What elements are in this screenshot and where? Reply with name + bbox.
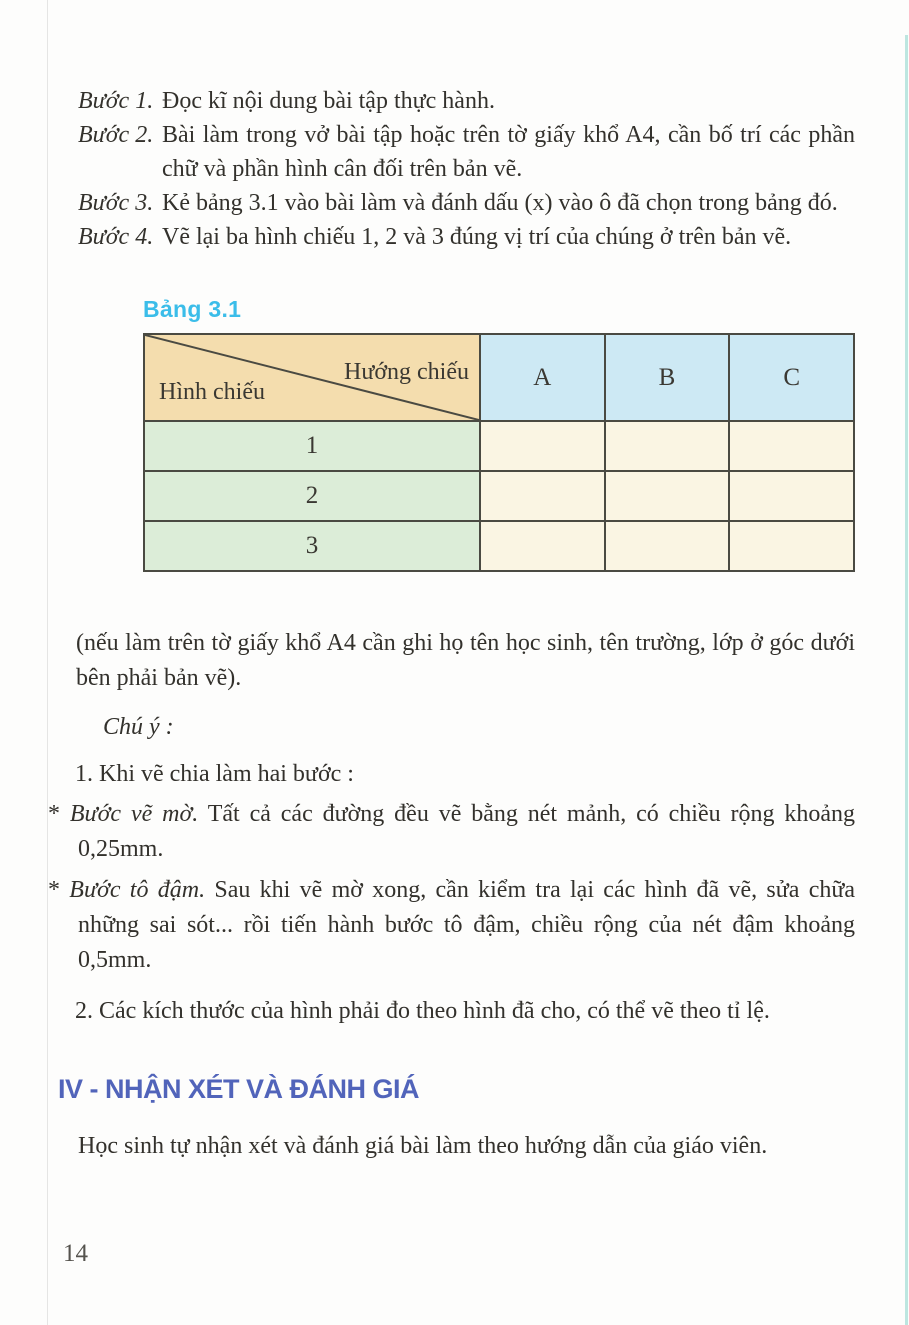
bullet-text: Tất cả các đường đều vẽ bằng nét mảnh, có chiều rộng khoảng 0,25mm. (78, 801, 856, 862)
table-cell (480, 421, 605, 471)
bullet-text: Sau khi vẽ mờ xong, cần kiểm tra lại các hình đã vẽ, sửa chữa những sai sót... rồi tiến hành bước tô đậm, chiều rộng của nét đậm khoảng 0,5mm. (78, 877, 856, 973)
step-item-4 (78, 220, 855, 254)
corner-cell (144, 334, 480, 421)
table-cell (729, 421, 854, 471)
bullet-lead: Bước tô đậm. (69, 877, 206, 903)
steps-list (78, 84, 855, 254)
table-row (144, 471, 854, 521)
page-number: 14 (63, 1240, 88, 1267)
attention-item-1: 1. Khi vẽ chia làm hai bước : (75, 761, 354, 787)
corner-label-direction: Hướng chiếu (343, 359, 469, 385)
note-paragraph: (nếu làm trên tờ giấy khổ A4 cần ghi họ tên học sinh, tên trường, lớp ở góc dưới bên phải bản vẽ). (76, 630, 855, 691)
step-text: Đọc kĩ nội dung bài tập thực hành. (162, 88, 495, 114)
row-header-2: 2 (144, 471, 480, 521)
table-row (144, 421, 854, 471)
bullet-draft-step (48, 797, 855, 867)
col-header-b: B (605, 334, 730, 421)
section-body: Học sinh tự nhận xét và đánh giá bài làm theo hướng dẫn của giáo viên. (78, 1133, 768, 1159)
row-header-1: 1 (144, 421, 480, 471)
table-cell (605, 521, 730, 571)
attention-label: Chú ý : (103, 714, 174, 740)
bullet-darken-step (48, 873, 855, 978)
table-header-row (144, 334, 854, 421)
step-label: Bước 3. (78, 190, 154, 216)
step-label: Bước 1. (78, 88, 154, 114)
corner-label-view: Hình chiếu (159, 379, 265, 405)
step-item-2 (78, 118, 855, 186)
step-label: Bước 4. (78, 224, 154, 250)
row-header-3: 3 (144, 521, 480, 571)
table-caption: Bảng 3.1 (143, 296, 242, 322)
table-cell (729, 471, 854, 521)
asterisk-marker: * (48, 801, 60, 827)
table-row (144, 521, 854, 571)
table-cell (480, 471, 605, 521)
table-cell (605, 471, 730, 521)
projection-table (143, 333, 855, 572)
table-cell (605, 421, 730, 471)
section-heading: IV - NHẬN XÉT VÀ ĐÁNH GIÁ (58, 1074, 420, 1104)
asterisk-marker: * (48, 877, 60, 903)
step-text: Bài làm trong vở bài tập hoặc trên tờ giấy khổ A4, cần bố trí các phần chữ và phần hình cân đối trên bản vẽ. (162, 122, 855, 182)
bullet-lead: Bước vẽ mờ. (69, 801, 199, 827)
step-text: Kẻ bảng 3.1 vào bài làm và đánh dấu (x) vào ô đã chọn trong bảng đó. (162, 190, 838, 216)
step-item-1 (78, 84, 855, 118)
step-label: Bước 2. (78, 122, 154, 148)
step-item-3 (78, 186, 855, 220)
col-header-a: A (480, 334, 605, 421)
table-cell (729, 521, 854, 571)
table-cell (480, 521, 605, 571)
col-header-c: C (729, 334, 854, 421)
attention-item-2: 2. Các kích thước của hình phải đo theo hình đã cho, có thể vẽ theo tỉ lệ. (75, 998, 770, 1024)
step-text: Vẽ lại ba hình chiếu 1, 2 và 3 đúng vị trí của chúng ở trên bản vẽ. (162, 224, 792, 250)
